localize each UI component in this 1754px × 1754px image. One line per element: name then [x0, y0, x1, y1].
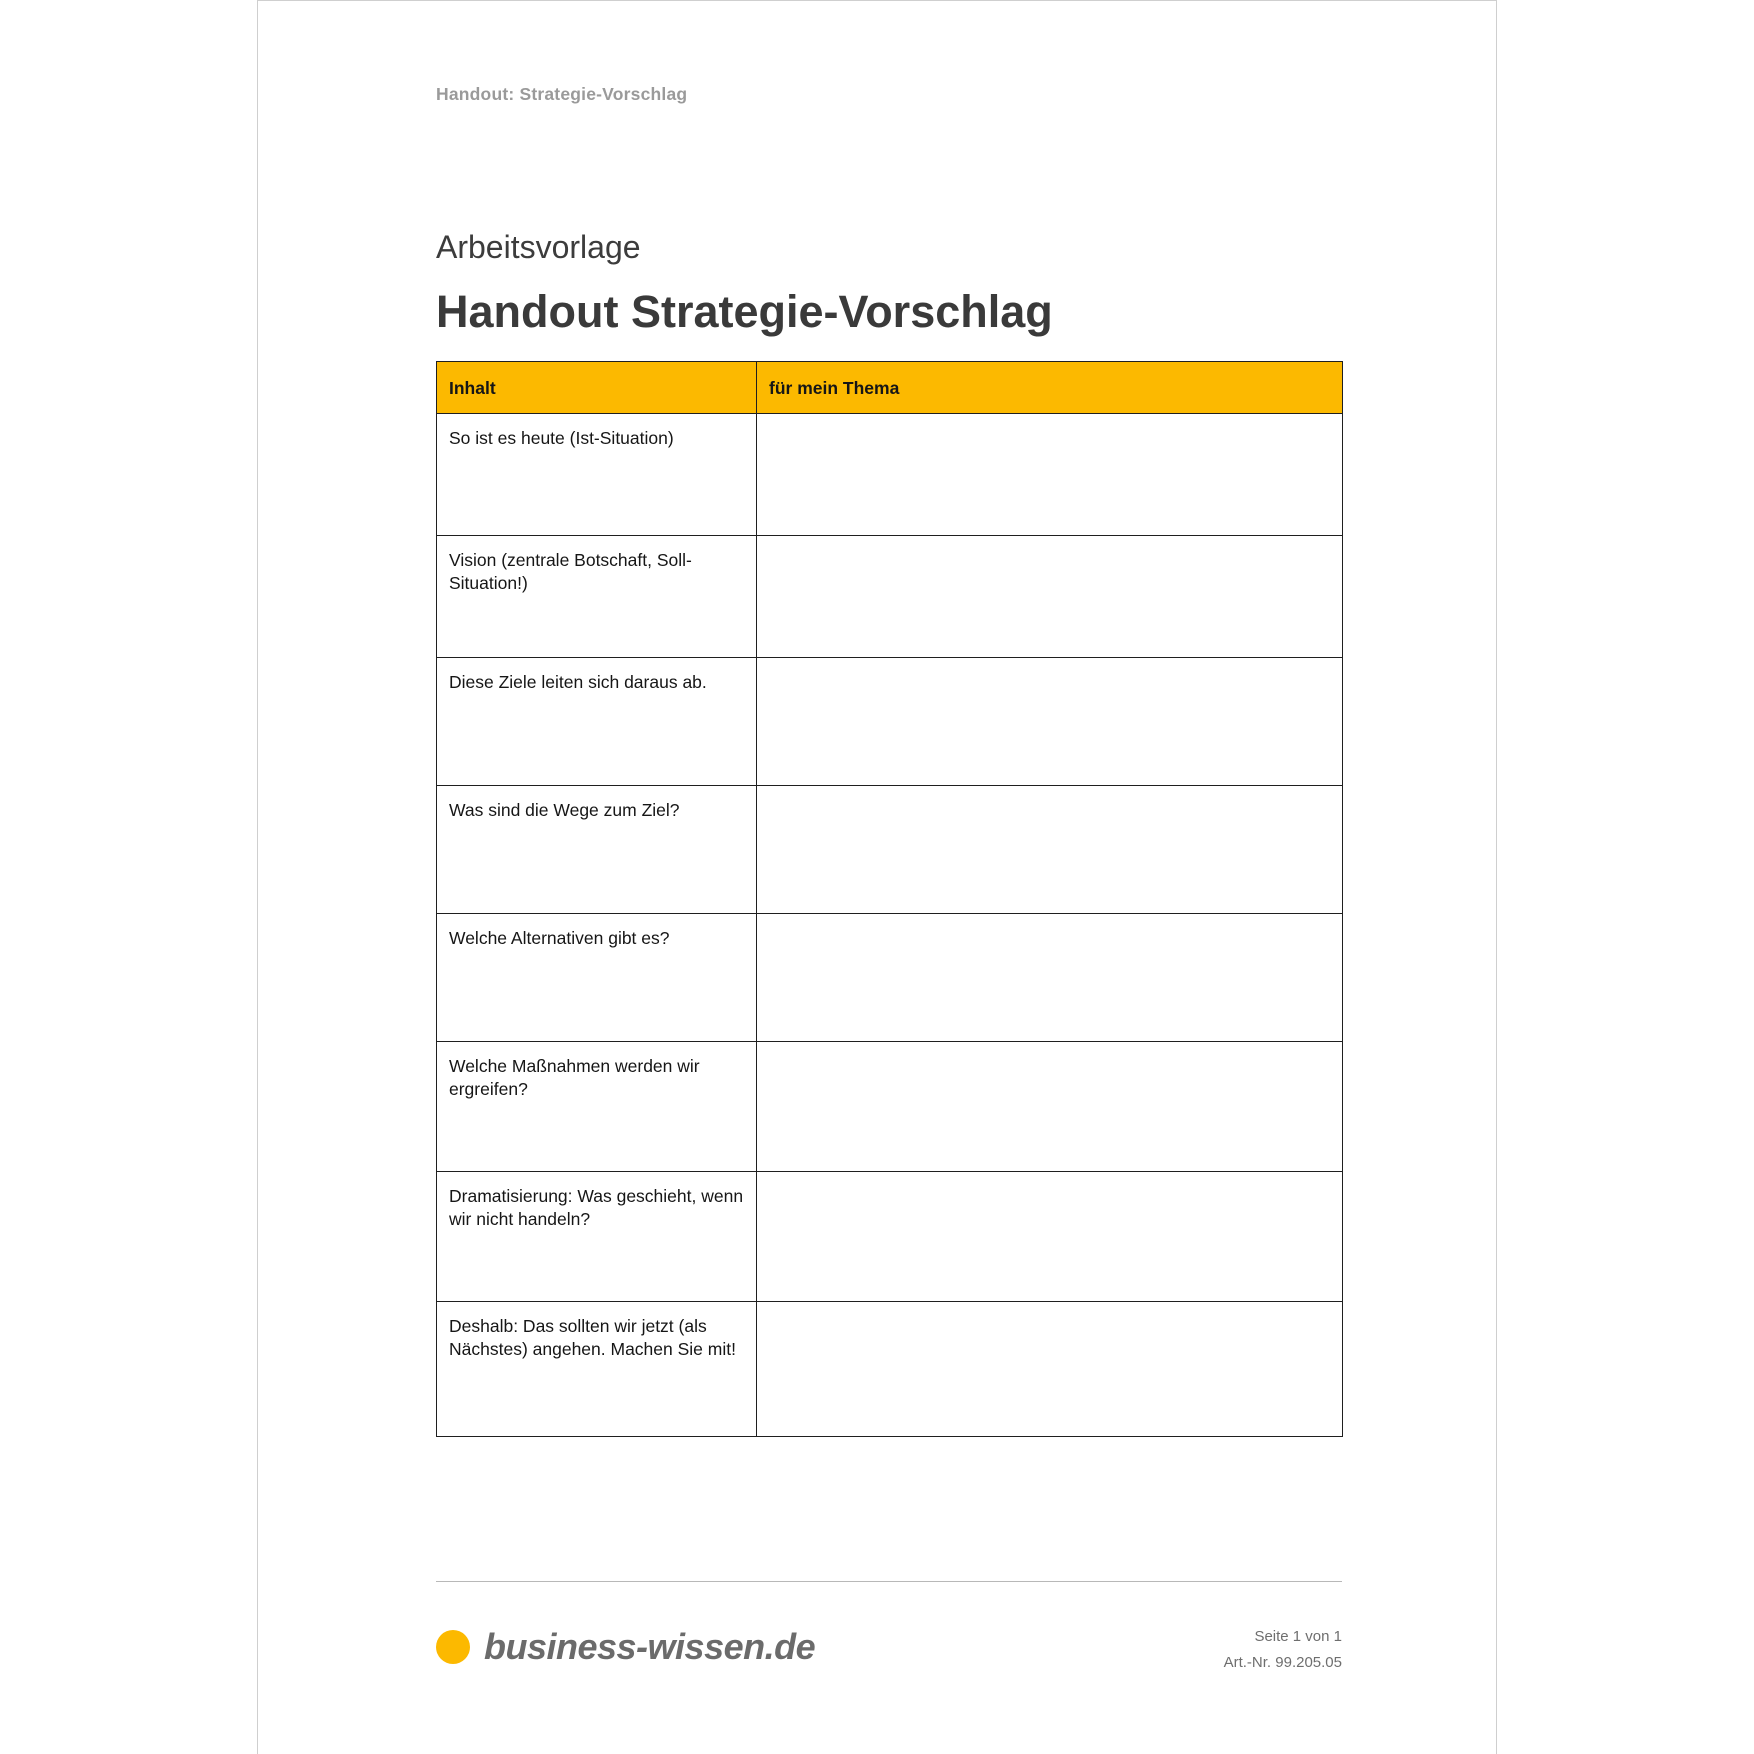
- row-label: Deshalb: Das sollten wir jetzt (als Nächstes) angehen. Machen Sie mit!: [437, 1302, 757, 1437]
- document-sheet: [257, 0, 1497, 1754]
- row-label: Welche Alternativen gibt es?: [437, 914, 757, 1042]
- table-row: [437, 414, 1343, 536]
- running-head: Handout: Strategie-Vorschlag: [436, 84, 688, 104]
- row-label: So ist es heute (Ist-Situation): [437, 414, 757, 536]
- row-answer-field[interactable]: [757, 1302, 1343, 1437]
- document-kicker: Arbeitsvorlage: [436, 229, 641, 265]
- row-label: Diese Ziele leiten sich daraus ab.: [437, 658, 757, 786]
- article-number: Art.-Nr. 99.205.05: [1223, 1653, 1342, 1671]
- row-answer-field[interactable]: [757, 658, 1343, 786]
- row-answer-field[interactable]: [757, 786, 1343, 914]
- footer-meta: [436, 1624, 1342, 1675]
- row-label: Dramatisierung: Was geschieht, wenn wir nicht handeln?: [437, 1172, 757, 1302]
- row-answer-field[interactable]: [757, 1172, 1343, 1302]
- row-answer-field[interactable]: [757, 1042, 1343, 1172]
- row-label: Was sind die Wege zum Ziel?: [437, 786, 757, 914]
- strategy-form-table: [436, 361, 1343, 1437]
- table-row: [437, 1172, 1343, 1302]
- table-row: [437, 658, 1343, 786]
- table-header-thema: für mein Thema: [757, 362, 1343, 414]
- table-row: [437, 1042, 1343, 1172]
- page-title: Handout Strategie-Vorschlag: [436, 286, 1053, 337]
- brand-name: business-wissen.de: [484, 1626, 816, 1667]
- footer-divider: [436, 1581, 1342, 1582]
- table-header-inhalt: Inhalt: [437, 362, 757, 414]
- row-answer-field[interactable]: [757, 414, 1343, 536]
- row-label: Vision (zentrale Botschaft, Soll-Situation!): [437, 536, 757, 658]
- table-row: [437, 1302, 1343, 1437]
- table-row: [437, 786, 1343, 914]
- table-header-row: [437, 362, 1343, 414]
- row-answer-field[interactable]: [757, 914, 1343, 1042]
- table-row: [437, 914, 1343, 1042]
- table-row: [437, 536, 1343, 658]
- row-answer-field[interactable]: [757, 536, 1343, 658]
- document-content: [258, 1, 1496, 1754]
- page-number: Seite 1 von 1: [1254, 1628, 1342, 1645]
- row-label: Welche Maßnahmen werden wir ergreifen?: [437, 1042, 757, 1172]
